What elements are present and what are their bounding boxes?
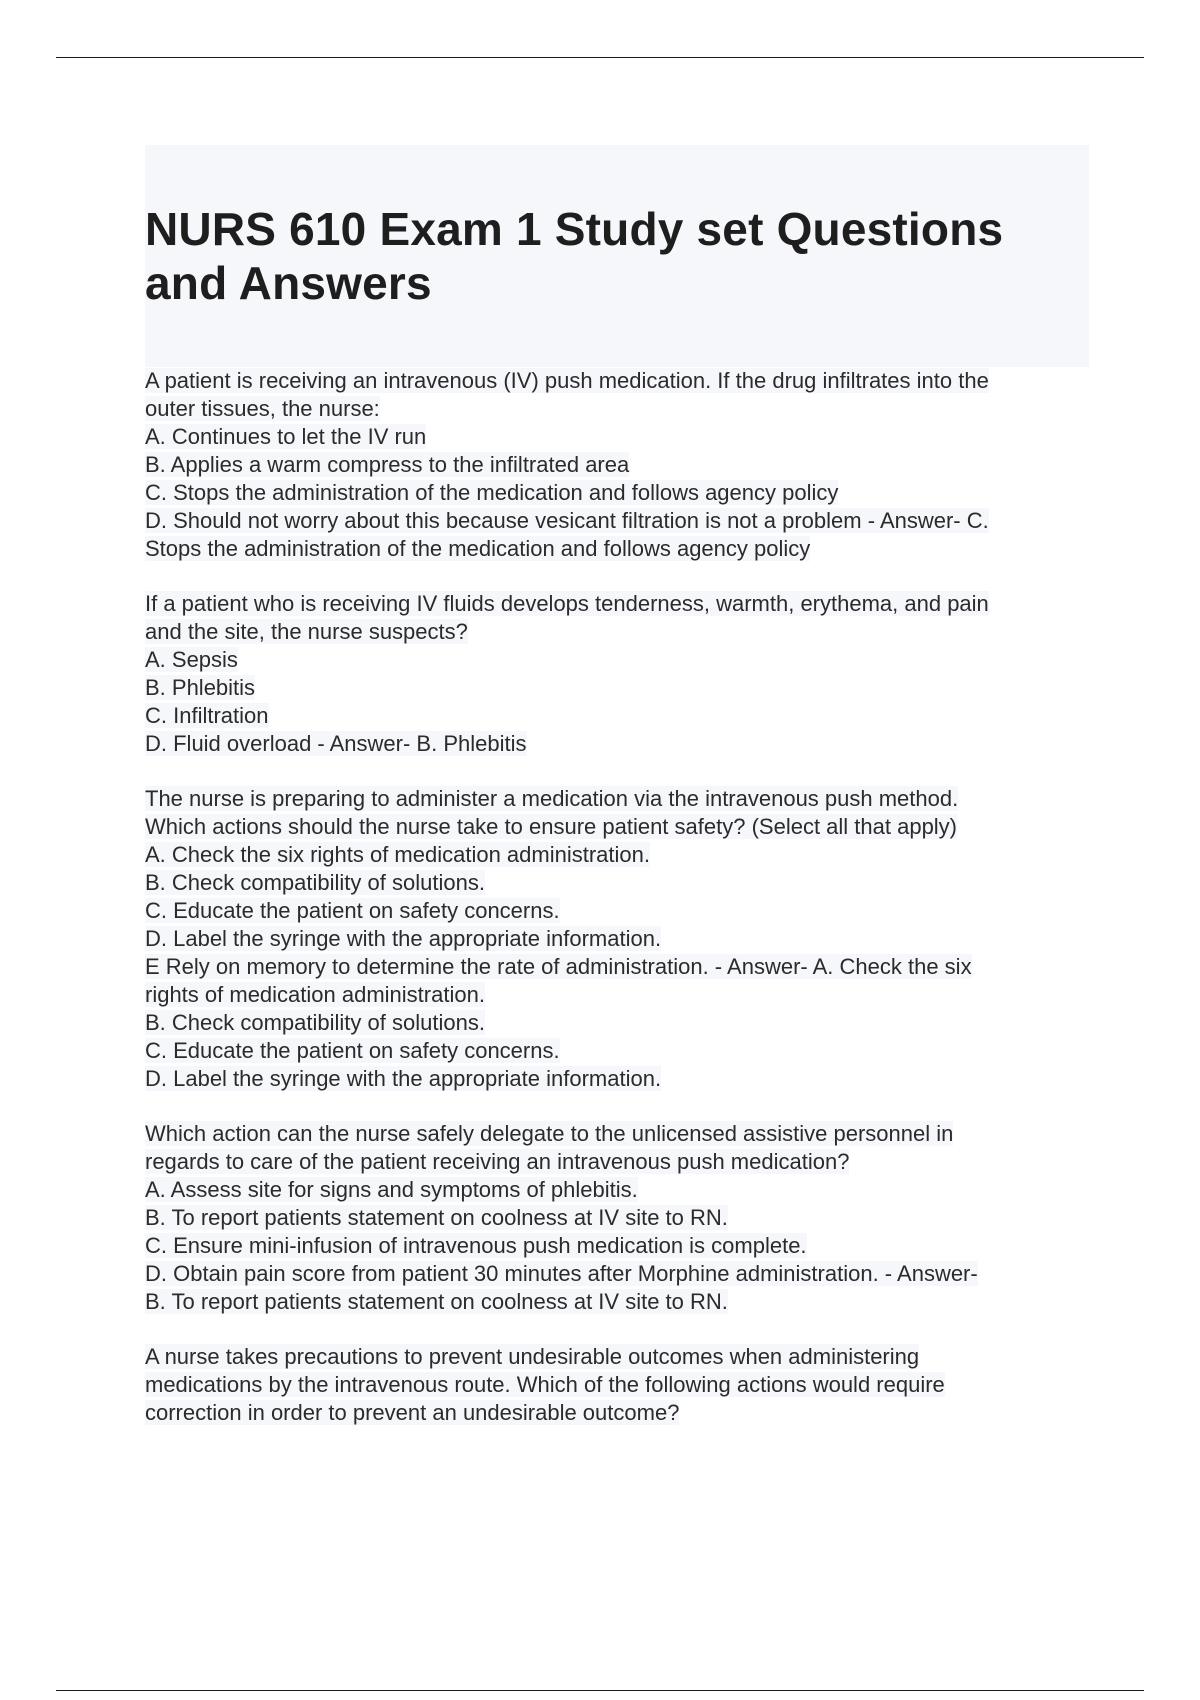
question-1-option-c: C. Stops the administration of the medication and follows agency policy: [145, 480, 839, 505]
question-4-option-b: B. To report patients statement on coolness at IV site to RN.: [145, 1205, 728, 1230]
question-1-option-b: B. Applies a warm compress to the infiltrated area: [145, 452, 630, 477]
question-3-option-d: D. Label the syringe with the appropriate information.: [145, 926, 662, 951]
question-1-option-a: A. Continues to let the IV run: [145, 424, 427, 449]
bottom-rule: [56, 1690, 1144, 1691]
question-4-option-d: D. Obtain pain score from patient 30 minutes after Morphine administration. - Answer-: [145, 1261, 978, 1286]
question-3-answer-line-1: rights of medication administration.: [145, 982, 485, 1007]
question-3-answer-line-3: C. Educate the patient on safety concerns.: [145, 1038, 560, 1063]
question-3-option-c: C. Educate the patient on safety concerns.: [145, 898, 560, 923]
question-block-4: [145, 1120, 1095, 1316]
question-4-line-1: Which action can the nurse safely delegate to the unlicensed assistive personnel in: [145, 1121, 954, 1146]
question-4-answer: B. To report patients statement on coolness at IV site to RN.: [145, 1289, 728, 1314]
question-block-1: [145, 367, 1095, 563]
question-1-answer: Stops the administration of the medication and follows agency policy: [145, 536, 811, 561]
question-2-line-2: and the site, the nurse suspects?: [145, 619, 468, 644]
question-5-line-1: A nurse takes precautions to prevent undesirable outcomes when administering: [145, 1344, 920, 1369]
question-2-option-a: A. Sepsis: [145, 647, 238, 672]
question-block-2: [145, 590, 1095, 758]
question-2-option-b: B. Phlebitis: [145, 675, 256, 700]
document-body: [145, 367, 1095, 1454]
question-block-3: [145, 785, 1095, 1093]
question-3-answer-line-2: B. Check compatibility of solutions.: [145, 1010, 485, 1035]
question-1-option-d: D. Should not worry about this because vesicant filtration is not a problem - Answer- C.: [145, 508, 989, 533]
question-4-option-a: A. Assess site for signs and symptoms of phlebitis.: [145, 1177, 638, 1202]
question-5-line-2: medications by the intravenous route. Which of the following actions would require: [145, 1372, 945, 1397]
question-3-option-b: B. Check compatibility of solutions.: [145, 870, 485, 895]
question-4-line-2: regards to care of the patient receiving an intravenous push medication?: [145, 1149, 850, 1174]
question-3-option-e: E Rely on memory to determine the rate of administration. - Answer- A. Check the six: [145, 954, 972, 979]
question-2-line-1: If a patient who is receiving IV fluids develops tenderness, warmth, erythema, and pain: [145, 591, 989, 616]
question-4-option-c: C. Ensure mini-infusion of intravenous push medication is complete.: [145, 1233, 807, 1258]
question-5-line-3: correction in order to prevent an undesirable outcome?: [145, 1400, 680, 1425]
document-title: NURS 610 Exam 1 Study set Questions and Answers: [145, 203, 1004, 309]
question-2-option-d: D. Fluid overload - Answer- B. Phlebitis: [145, 731, 527, 756]
question-3-option-a: A. Check the six rights of medication administration.: [145, 842, 651, 867]
question-3-line-2: Which actions should the nurse take to ensure patient safety? (Select all that apply): [145, 814, 958, 839]
question-3-answer-line-4: D. Label the syringe with the appropriate information.: [145, 1066, 662, 1091]
question-2-option-c: C. Infiltration: [145, 703, 269, 728]
question-block-5: [145, 1343, 1095, 1427]
top-rule: [56, 57, 1144, 58]
question-1-line-1: A patient is receiving an intravenous (IV) push medication. If the drug infiltrates into the: [145, 368, 989, 393]
question-3-line-1: The nurse is preparing to administer a medication via the intravenous push method.: [145, 786, 959, 811]
question-1-line-2: outer tissues, the nurse:: [145, 396, 380, 421]
